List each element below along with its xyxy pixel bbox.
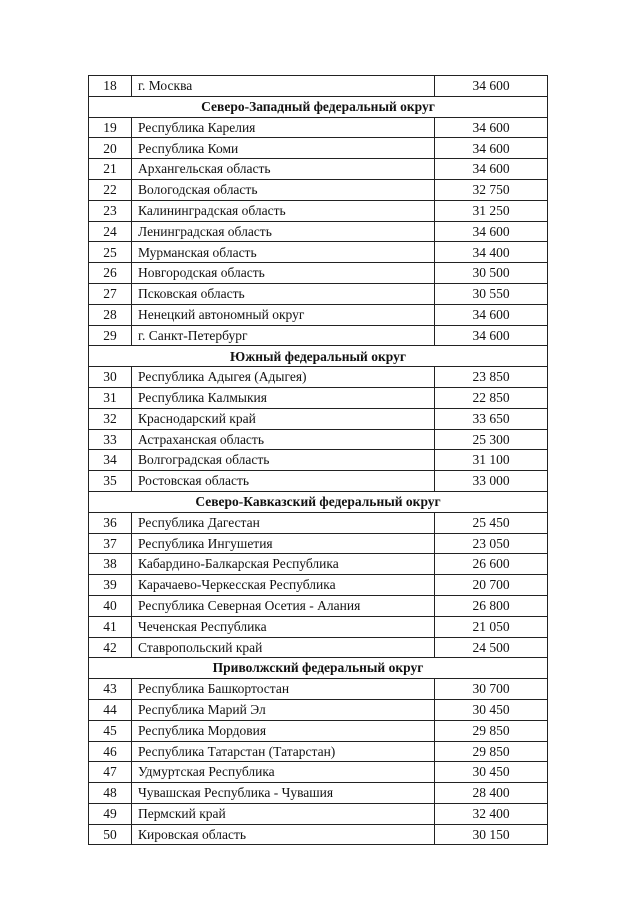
region-name: Мурманская область — [132, 242, 435, 263]
row-number: 24 — [89, 221, 132, 242]
region-value: 26 600 — [435, 554, 548, 575]
row-number: 42 — [89, 637, 132, 658]
row-number: 19 — [89, 117, 132, 138]
row-number: 37 — [89, 533, 132, 554]
region-name: Республика Мордовия — [132, 720, 435, 741]
row-number: 33 — [89, 429, 132, 450]
region-value: 34 600 — [435, 325, 548, 346]
row-number: 25 — [89, 242, 132, 263]
region-name: Ставропольский край — [132, 637, 435, 658]
region-name: г. Санкт-Петербург — [132, 325, 435, 346]
table-row — [89, 554, 548, 575]
region-name: Архангельская область — [132, 159, 435, 180]
region-value: 25 450 — [435, 512, 548, 533]
table-row — [89, 803, 548, 824]
region-value: 21 050 — [435, 616, 548, 637]
region-name: Пермский край — [132, 803, 435, 824]
row-number: 44 — [89, 699, 132, 720]
region-value: 34 600 — [435, 159, 548, 180]
region-value: 34 600 — [435, 138, 548, 159]
region-name: Новгородская область — [132, 263, 435, 284]
row-number: 34 — [89, 450, 132, 471]
table-row — [89, 242, 548, 263]
row-number: 30 — [89, 367, 132, 388]
row-number: 28 — [89, 304, 132, 325]
row-number: 39 — [89, 575, 132, 596]
region-value: 20 700 — [435, 575, 548, 596]
row-number: 50 — [89, 824, 132, 845]
district-name: Северо-Западный федеральный округ — [89, 96, 548, 117]
region-value: 30 500 — [435, 263, 548, 284]
district-header-row — [89, 491, 548, 512]
row-number: 43 — [89, 679, 132, 700]
table-row — [89, 679, 548, 700]
table-row — [89, 741, 548, 762]
row-number: 26 — [89, 263, 132, 284]
region-value: 29 850 — [435, 720, 548, 741]
region-name: Республика Адыгея (Адыгея) — [132, 367, 435, 388]
region-name: Удмуртская Республика — [132, 762, 435, 783]
table-row — [89, 283, 548, 304]
region-name: Кировская область — [132, 824, 435, 845]
region-value: 34 600 — [435, 304, 548, 325]
district-name: Южный федеральный округ — [89, 346, 548, 367]
region-name: Ненецкий автономный округ — [132, 304, 435, 325]
district-name: Приволжский федеральный округ — [89, 658, 548, 679]
table-row — [89, 762, 548, 783]
row-number: 48 — [89, 783, 132, 804]
region-name: Кабардино-Балкарская Республика — [132, 554, 435, 575]
table-row — [89, 263, 548, 284]
table-row — [89, 179, 548, 200]
row-number: 38 — [89, 554, 132, 575]
region-name: Вологодская область — [132, 179, 435, 200]
region-name: Республика Ингушетия — [132, 533, 435, 554]
region-value: 33 000 — [435, 471, 548, 492]
region-name: г. Москва — [132, 76, 435, 97]
region-value: 23 850 — [435, 367, 548, 388]
row-number: 27 — [89, 283, 132, 304]
region-value: 29 850 — [435, 741, 548, 762]
table-row — [89, 221, 548, 242]
table-row — [89, 575, 548, 596]
row-number: 21 — [89, 159, 132, 180]
district-name: Северо-Кавказский федеральный округ — [89, 491, 548, 512]
region-name: Республика Северная Осетия - Алания — [132, 595, 435, 616]
region-value: 24 500 — [435, 637, 548, 658]
table-row — [89, 450, 548, 471]
row-number: 35 — [89, 471, 132, 492]
table-row — [89, 367, 548, 388]
region-name: Псковская область — [132, 283, 435, 304]
table-row — [89, 325, 548, 346]
region-value: 23 050 — [435, 533, 548, 554]
region-value: 22 850 — [435, 387, 548, 408]
region-value: 31 100 — [435, 450, 548, 471]
region-name: Республика Калмыкия — [132, 387, 435, 408]
table-row — [89, 138, 548, 159]
table-row — [89, 699, 548, 720]
region-name: Республика Башкортостан — [132, 679, 435, 700]
table-row — [89, 783, 548, 804]
region-value: 33 650 — [435, 408, 548, 429]
region-name: Чувашская Республика - Чувашия — [132, 783, 435, 804]
table-row — [89, 637, 548, 658]
region-value: 34 600 — [435, 76, 548, 97]
region-value: 30 450 — [435, 699, 548, 720]
table-row — [89, 595, 548, 616]
table-row — [89, 429, 548, 450]
regions-table-body — [89, 76, 548, 845]
row-number: 46 — [89, 741, 132, 762]
table-row — [89, 471, 548, 492]
region-value: 34 600 — [435, 221, 548, 242]
row-number: 32 — [89, 408, 132, 429]
region-name: Краснодарский край — [132, 408, 435, 429]
table-row — [89, 533, 548, 554]
table-row — [89, 304, 548, 325]
table-row — [89, 159, 548, 180]
row-number: 22 — [89, 179, 132, 200]
region-name: Астраханская область — [132, 429, 435, 450]
table-row — [89, 200, 548, 221]
region-value: 34 600 — [435, 117, 548, 138]
table-row — [89, 408, 548, 429]
district-header-row — [89, 96, 548, 117]
row-number: 47 — [89, 762, 132, 783]
row-number: 23 — [89, 200, 132, 221]
row-number: 29 — [89, 325, 132, 346]
region-name: Чеченская Республика — [132, 616, 435, 637]
region-name: Калининградская область — [132, 200, 435, 221]
row-number: 20 — [89, 138, 132, 159]
region-name: Волгоградская область — [132, 450, 435, 471]
region-value: 30 150 — [435, 824, 548, 845]
region-value: 31 250 — [435, 200, 548, 221]
region-name: Республика Коми — [132, 138, 435, 159]
region-value: 32 400 — [435, 803, 548, 824]
row-number: 36 — [89, 512, 132, 533]
region-name: Республика Карелия — [132, 117, 435, 138]
region-name: Ростовская область — [132, 471, 435, 492]
row-number: 18 — [89, 76, 132, 97]
region-value: 28 400 — [435, 783, 548, 804]
region-value: 26 800 — [435, 595, 548, 616]
region-value: 34 400 — [435, 242, 548, 263]
region-name: Республика Татарстан (Татарстан) — [132, 741, 435, 762]
table-row — [89, 616, 548, 637]
row-number: 41 — [89, 616, 132, 637]
row-number: 49 — [89, 803, 132, 824]
district-header-row — [89, 346, 548, 367]
row-number: 45 — [89, 720, 132, 741]
region-name: Ленинградская область — [132, 221, 435, 242]
region-name: Республика Дагестан — [132, 512, 435, 533]
table-row — [89, 76, 548, 97]
row-number: 31 — [89, 387, 132, 408]
region-name: Республика Марий Эл — [132, 699, 435, 720]
region-value: 30 550 — [435, 283, 548, 304]
region-name: Карачаево-Черкесская Республика — [132, 575, 435, 596]
table-row — [89, 512, 548, 533]
row-number: 40 — [89, 595, 132, 616]
regions-table — [88, 75, 548, 845]
table-row — [89, 824, 548, 845]
region-value: 30 700 — [435, 679, 548, 700]
region-value: 30 450 — [435, 762, 548, 783]
table-row — [89, 720, 548, 741]
region-value: 32 750 — [435, 179, 548, 200]
table-row — [89, 117, 548, 138]
district-header-row — [89, 658, 548, 679]
table-row — [89, 387, 548, 408]
region-value: 25 300 — [435, 429, 548, 450]
